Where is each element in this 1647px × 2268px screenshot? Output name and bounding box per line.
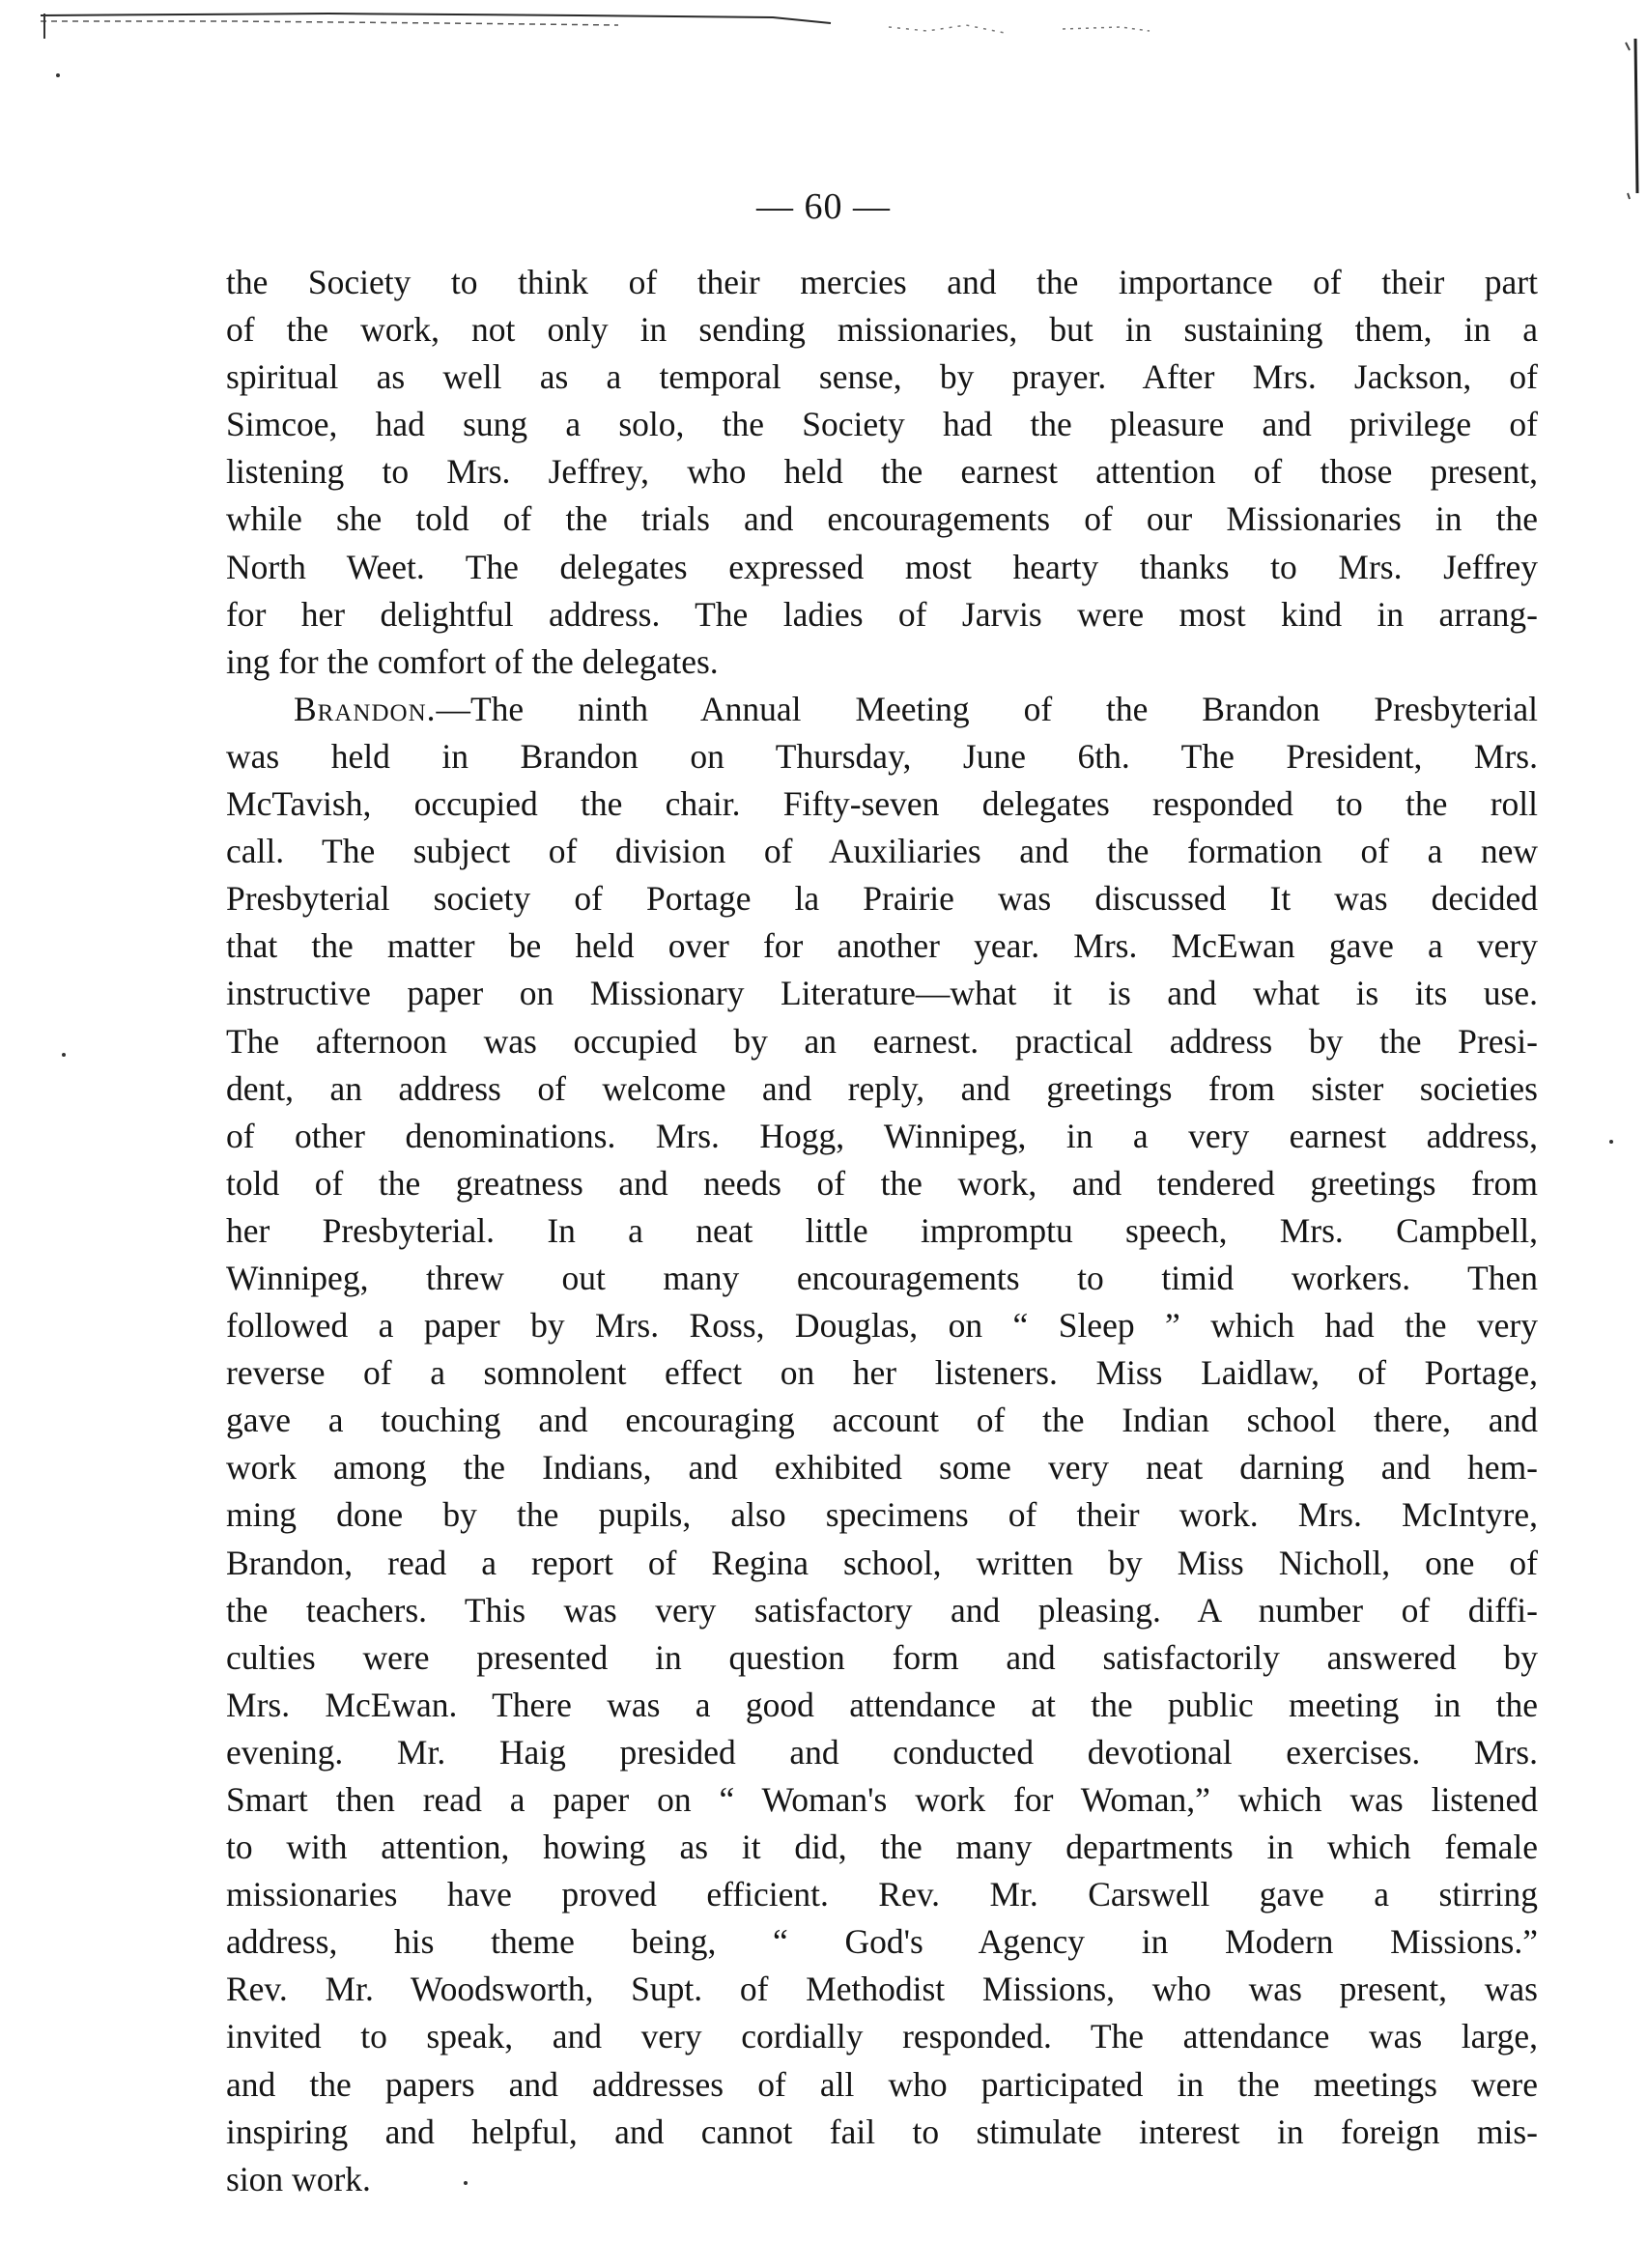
text-line: followed a paper by Mrs. Ross, Douglas, on “ Sleep ” which had the very [226,1306,1538,1346]
text-line: ming done by the pupils, also specimens of their work. Mrs. McIntyre, [226,1495,1538,1535]
text-line: The afternoon was occupied by an earnest. practical address by the Presi- [226,1021,1538,1061]
text-line: North Weet. The delegates expressed most hearty thanks to Mrs. Jeffrey [226,547,1538,586]
text-line [226,686,1538,733]
text-line: invited to speak, and very cordially responded. The attendance was large, [226,2017,1538,2056]
text-line: call. The subject of division of Auxiliaries and the formation of a new [226,832,1538,871]
text-line: missionaries have proved efficient. Rev. Mr. Carswell gave a stirring [226,1875,1538,1914]
text-line: was held in Brandon on Thursday, June 6th. The President, Mrs. [226,736,1538,776]
text-line: told of the greatness and needs of the work, and tendered greetings from [226,1163,1538,1203]
text-line: the teachers. This was very satisfactory and pleasing. A number of diffi- [226,1590,1538,1630]
text-line: inspiring and helpful, and cannot fail to stimulate interest in foreign mis- [226,2112,1538,2151]
text-line: reverse of a somnolent effect on her listeners. Miss Laidlaw, of Portage, [226,1353,1538,1393]
text-line: of the work, not only in sending missionaries, but in sustaining them, in a [226,310,1538,350]
paragraph-brandon [226,686,1538,2203]
text-line: Winnipeg, threw out many encouragements to timid workers. Then [226,1258,1538,1297]
text-line: sion work. [226,2159,371,2198]
scan-speck [1609,1140,1613,1144]
text-line: Mrs. McEwan. There was a good attendance at the public meeting in the [226,1685,1538,1724]
body-text [226,259,1538,2203]
text-line: culties were presented in question form and satisfactorily answered by [226,1637,1538,1677]
paragraph [226,259,1538,686]
section-lead: Brandon. [294,689,437,728]
text-line: Rev. Mr. Woodsworth, Supt. of Methodist Missions, who was present, was [226,1970,1538,2009]
text-line: for her delightful address. The ladies of Jarvis were most kind in arrang- [226,594,1538,634]
text-line: listening to Mrs. Jeffrey, who held the earnest attention of those present, [226,452,1538,492]
text-line: the Society to think of their mercies and the importance of their part [226,263,1538,301]
text-line: address, his theme being, “ God's Agency in Modern Missions.” [226,1922,1538,1962]
text-line: her Presbyterial. In a neat little impromptu speech, Mrs. Campbell, [226,1210,1538,1250]
text-line: McTavish, occupied the chair. Fifty-seven delegates responded to the roll [226,784,1538,824]
text-line: to with attention, howing as it did, the many departments in which female [226,1828,1538,1867]
text-line: of other denominations. Mrs. Hogg, Winnipeg, in a very earnest address, [226,1116,1538,1155]
text-line: work among the Indians, and exhibited some very neat darning and hem- [226,1448,1538,1488]
text-line: ing for the comfort of the delegates. [226,641,719,681]
scan-speck [62,1053,66,1057]
text-line: that the matter be held over for another year. Mrs. McEwan gave a very [226,926,1538,966]
text-line: while she told of the trials and encouragements of our Missionaries in the [226,499,1538,539]
text-line: Smart then read a paper on “ Woman's work for Woman,” which was listened [226,1780,1538,1819]
text-line: evening. Mr. Haig presided and conducted devotional exercises. Mrs. [226,1732,1538,1772]
text-line: dent, an address of welcome and reply, and greetings from sister societies [226,1068,1538,1108]
text-line: Presbyterial society of Portage la Prairie was discussed It was decided [226,879,1538,919]
scan-edge-artifact [39,10,1198,43]
scan-speck [56,73,60,77]
text-line: instructive paper on Missionary Literature—what it is and what is its use. [226,974,1538,1013]
text-line: gave a touching and encouraging account of the Indian school there, and [226,1401,1538,1440]
text-line: spiritual as well as a temporal sense, by prayer. After Mrs. Jackson, of [226,357,1538,397]
text-line: Simcoe, had sung a solo, the Society had the pleasure and privilege of [226,405,1538,444]
text-line: Brandon, read a report of Regina school, written by Miss Nicholl, one of [226,1543,1538,1582]
page-number: — 60 — [756,186,891,227]
text-fragment: —The ninth Annual Meeting of the Brandon Presbyterial [436,689,1538,728]
text-line: and the papers and addresses of all who participated in the meetings were [226,2064,1538,2104]
